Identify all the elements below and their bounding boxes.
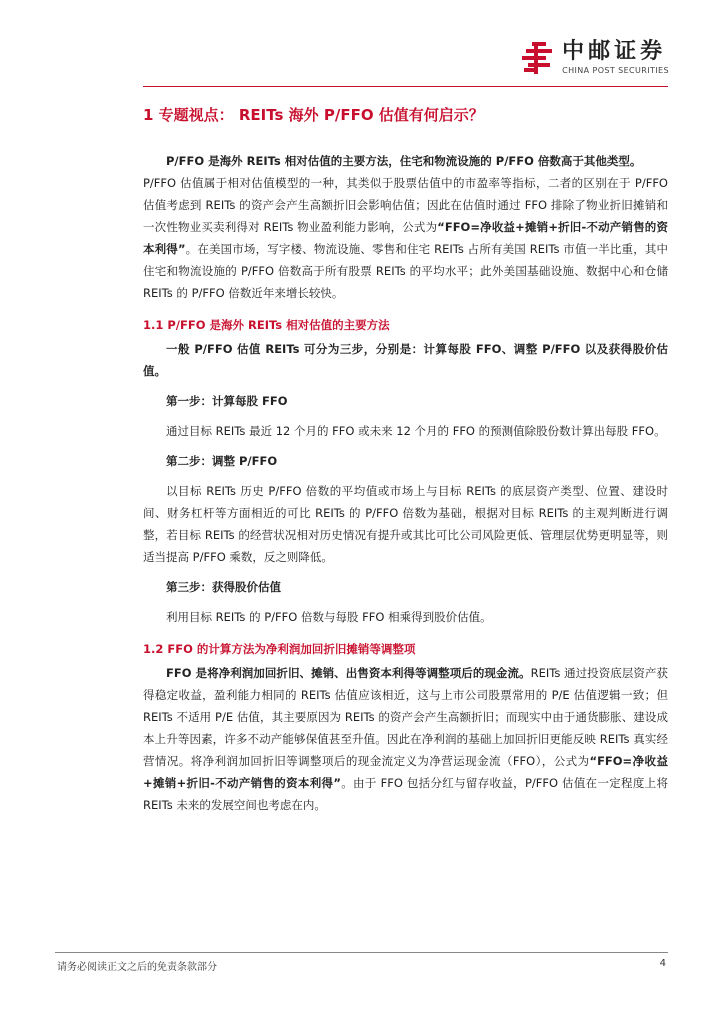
step3-text: 利用目标 REITs 的 P/FFO 倍数与每股 FFO 相乘得到股价估值。 <box>166 610 492 624</box>
step2-text: 以目标 REITs 历史 P/FFO 倍数的平均值或市场上与目标 REITs 的底层资产类型、位置、建设时间、财务杠杆等方面相近的可比 REITs 的 P/FFO 倍数为基础，根据对目标 REITs 的主观判断进行调整，若目标 REITs 的经营状况相对历史情况有提升或其比可比公司风险更低、管理层优势更明显等，则适当提高 P/FFO 乘数，反之则降低。 <box>143 484 668 564</box>
step3-title: 第三步：获得股价估值 <box>166 580 281 594</box>
brand-name-en: CHINA POST SECURITIES <box>562 66 669 75</box>
intro-formula: “FFO=净收益+摊销+折旧-不动产销售的资本利得” <box>143 220 668 256</box>
step1-title: 第一步：计算每股 FFO <box>166 394 288 408</box>
intro-text-1: P/FFO 估值属于相对估值模型的一种，其类似于股票估值中的市盈率等指标，二者的区别在于 P/FFO 估值考虑到 REITs 的资产会产生高额折旧会影响估值；因此在估值时通过 FFO 排除了物业折旧摊销和一次性物业买卖利得对 REITs 物业盈利能力影响，公式为 <box>143 176 668 234</box>
intro-paragraph-body <box>143 172 668 304</box>
section-title: 1 专题视点： REITs 海外 P/FFO 估值有何启示？ <box>143 106 484 124</box>
china-post-logo-icon <box>520 40 556 76</box>
ffo-paragraph <box>143 662 668 816</box>
ffo-text-1: REITs 通过投资底层资产获得稳定收益，盈利能力相同的 REITs 估值应该相近，这与上市公司股票常用的 P/E 估值逻辑一致；但 REITs 不适用 P/E 估值，其主要原因为 REITs 的资产会产生高额折旧；而现实中由于通货膨胀、建设成本上升等因素，许多不动产能够保值甚至升值。因此在净利润的基础上加回折旧更能反映 REITs 真实经营情况。将净利润加回折旧等调整项后的现金流定义为净营运现金流（FFO），公式为 <box>143 666 668 768</box>
step2-title: 第二步：调整 P/FFO <box>166 454 278 468</box>
page-number: 4 <box>659 958 666 969</box>
valuation-steps-lead: 一般 P/FFO 估值 REITs 可分为三步，分别是：计算每股 FFO、调整 P/FFO 以及获得股价估值。 <box>143 342 668 378</box>
subsection-heading-1-1: 1.1 P/FFO 是海外 REITs 相对估值的主要方法 <box>143 318 390 332</box>
intro-text-2: 。在美国市场，写字楼、物流设施、零售和住宅 REITs 占所有美国 REITs 市值一半比重，其中住宅和物流设施的 P/FFO 倍数高于所有股票 REITs 的平均水平；此外美国基础设施、数据中心和仓储 REITs 的 P/FFO 倍数近年来增长较快。 <box>143 242 669 300</box>
step1-text: 通过目标 REITs 最近 12 个月的 FFO 或未来 12 个月的 FFO 的预测值除股份数计算出每股 FFO。 <box>166 424 666 438</box>
report-body <box>143 150 668 816</box>
subsection-heading-1-2: 1.2 FFO 的计算方法为净利润加回折旧摊销等调整项 <box>143 642 416 656</box>
intro-bold-lead: P/FFO 是海外 REITs 相对估值的主要方法，住宅和物流设施的 P/FFO 倍数高于其他类型。 <box>166 154 642 168</box>
ffo-bold-lead: FFO 是将净利润加回折旧、摊销、出售资本利得等调整项后的现金流。 <box>166 666 531 680</box>
brand-name-cn: 中邮证券 <box>562 39 667 64</box>
ffo-formula: “FFO=净收益+摊销+折旧-不动产销售的资本利得” <box>143 754 668 790</box>
footer-disclaimer: 请务必阅读正文之后的免责条款部分 <box>57 962 217 973</box>
brand-logo <box>520 40 669 76</box>
footer-divider <box>55 952 668 953</box>
ffo-text-2: 。由于 FFO 包括分红与留存收益，P/FFO 估值在一定程度上将 REITs 未来的发展空间也考虑在内。 <box>143 776 668 812</box>
intro-paragraph <box>143 150 668 172</box>
header-divider <box>143 86 668 87</box>
